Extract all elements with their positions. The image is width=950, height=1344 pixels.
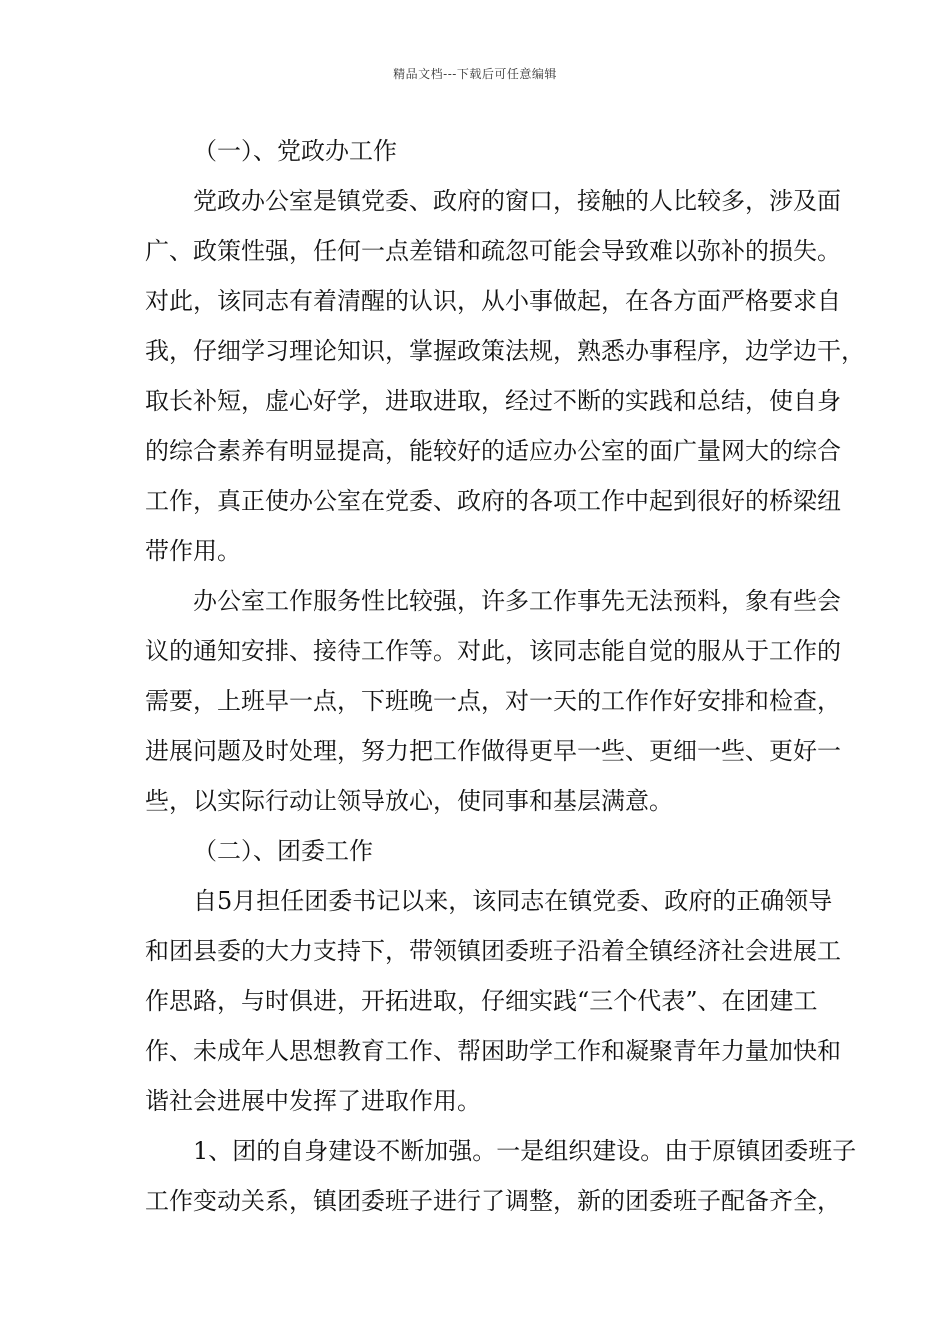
paragraph-line: 谐社会进展中发挥了进取作用。 xyxy=(145,1087,481,1115)
paragraph-line: 工作，真正使办公室在党委、政府的各项工作中起到很好的桥梁纽 xyxy=(145,487,841,515)
paragraph-line: 带作用。 xyxy=(145,537,241,565)
paragraph-line: 和团县委的大力支持下，带领镇团委班子沿着全镇经济社会进展工 xyxy=(145,937,841,965)
paragraph-line: 取长补短，虚心好学，进取进取，经过不断的实践和总结，使自身 xyxy=(145,387,841,415)
paragraph-line: 广、政策性强，任何一点差错和疏忽可能会导致难以弥补的损失。 xyxy=(145,237,841,265)
paragraph-line: 的综合素养有明显提高，能较好的适应办公室的面广量网大的综合 xyxy=(145,437,841,465)
section-heading: （一）、党政办工作 xyxy=(193,137,397,165)
paragraph-line: 作思路，与时俱进，开拓进取，仔细实践“三个代表”、在团建工 xyxy=(145,987,818,1015)
paragraph-line: 我，仔细学习理论知识，掌握政策法规，熟悉办事程序，边学边干， xyxy=(145,337,865,365)
paragraph-line: 需要，上班早一点，下班晚一点，对一天的工作作好安排和检查， xyxy=(145,687,841,715)
page-header: 精品文档---下载后可任意编辑 xyxy=(393,67,557,81)
paragraph-line: 作、未成年人思想教育工作、帮困助学工作和凝聚青年力量加快和 xyxy=(145,1037,841,1065)
paragraph-line: 工作变动关系，镇团委班子进行了调整，新的团委班子配备齐全， xyxy=(145,1187,841,1215)
section-heading: （二）、团委工作 xyxy=(193,837,373,865)
document-body xyxy=(145,126,865,1226)
paragraph-line: 办公室工作服务性比较强，许多工作事先无法预料，象有些会 xyxy=(193,587,841,615)
paragraph-line: 1、团的自身建设不断加强。一是组织建设。由于原镇团委班子 xyxy=(193,1137,857,1165)
paragraph-line: 些，以实际行动让领导放心，使同事和基层满意。 xyxy=(145,787,673,815)
paragraph-line: 进展问题及时处理，努力把工作做得更早一些、更细一些、更好一 xyxy=(145,737,841,765)
paragraph-line: 议的通知安排、接待工作等。对此，该同志能自觉的服从于工作的 xyxy=(145,637,841,665)
paragraph-line: 对此，该同志有着清醒的认识，从小事做起，在各方面严格要求自 xyxy=(145,287,841,315)
paragraph-line: 自5月担任团委书记以来，该同志在镇党委、政府的正确领导 xyxy=(193,887,833,915)
paragraph-line: 党政办公室是镇党委、政府的窗口，接触的人比较多，涉及面 xyxy=(193,187,841,215)
